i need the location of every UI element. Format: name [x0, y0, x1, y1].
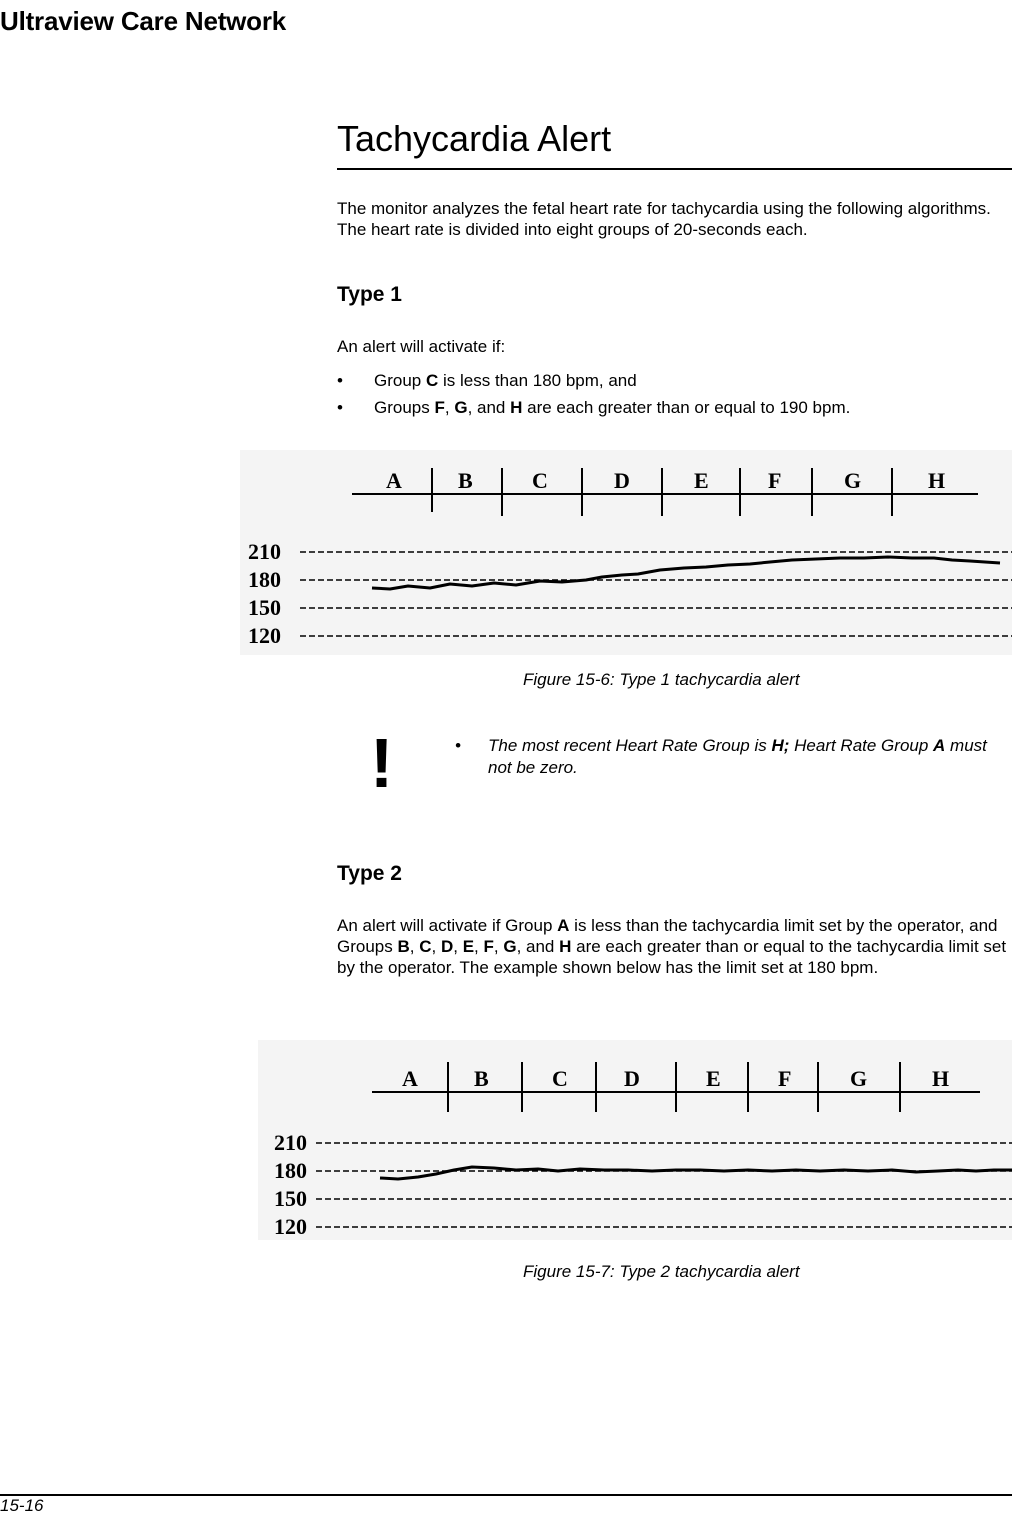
type1-heading: Type 1 — [337, 283, 402, 306]
level-label-150: 150 — [248, 595, 281, 620]
note-bullet-marker: • — [455, 736, 461, 755]
bullet-text: Groups F, G, and H are each greater than or equal to 190 bpm. — [374, 398, 851, 417]
figure-15-6-type1-strip — [240, 450, 1012, 655]
group-label-b: B — [474, 1066, 489, 1091]
figure2-caption: Figure 15-7: Type 2 tachycardia alert — [523, 1262, 800, 1281]
level-label-210: 210 — [274, 1130, 307, 1155]
group-label-g: G — [850, 1066, 868, 1091]
group-label-f: F — [768, 468, 782, 493]
type2-paragraph: An alert will activate if Group A is less than the tachycardia limit set by the operator, and Groups B, C, D, E, F, G, and H are each greater than or equal to the tachycardia limit set by the operator. The example shown below has the limit set at 180 bpm. — [337, 916, 1007, 977]
footer-rule — [0, 1494, 1012, 1496]
group-label-a: A — [402, 1066, 418, 1091]
group-label-e: E — [694, 468, 709, 493]
exclamation-icon: ! — [370, 724, 394, 802]
section-title: Tachycardia Alert — [337, 118, 612, 159]
group-label-h: H — [928, 468, 946, 493]
bullet-marker: • — [337, 371, 343, 390]
intro-paragraph: The monitor analyzes the fetal heart rate for tachycardia using the following algorithms. The heart rate is divided into eight groups of 20-seconds each. — [337, 199, 991, 239]
level-label-120: 120 — [248, 623, 281, 648]
group-label-e: E — [706, 1066, 721, 1091]
group-label-a: A — [386, 468, 402, 493]
level-label-180: 180 — [248, 567, 281, 592]
note-text: The most recent Heart Rate Group is H; Heart Rate Group A must not be zero. — [488, 736, 987, 777]
bullet-marker: • — [337, 398, 343, 417]
group-label-c: C — [532, 468, 548, 493]
group-label-h: H — [932, 1066, 950, 1091]
group-label-c: C — [552, 1066, 568, 1091]
page-number: 15-16 — [0, 1496, 44, 1515]
bullet-text: Group C is less than 180 bpm, and — [374, 371, 637, 390]
type1-lead: An alert will activate if: — [337, 337, 506, 356]
level-label-210: 210 — [248, 539, 281, 564]
group-label-d: D — [624, 1066, 640, 1091]
group-label-g: G — [844, 468, 862, 493]
title-rule — [337, 168, 1012, 170]
level-label-150: 150 — [274, 1186, 307, 1211]
figure1-caption: Figure 15-6: Type 1 tachycardia alert — [523, 670, 800, 689]
figure-15-7-type2-strip — [258, 1040, 1012, 1240]
group-label-f: F — [778, 1066, 792, 1091]
level-label-180: 180 — [274, 1158, 307, 1183]
level-label-120: 120 — [274, 1214, 307, 1239]
group-label-d: D — [614, 468, 630, 493]
header-title: Ultraview Care Network — [0, 6, 287, 36]
type2-heading: Type 2 — [337, 862, 402, 885]
group-label-b: B — [458, 468, 473, 493]
